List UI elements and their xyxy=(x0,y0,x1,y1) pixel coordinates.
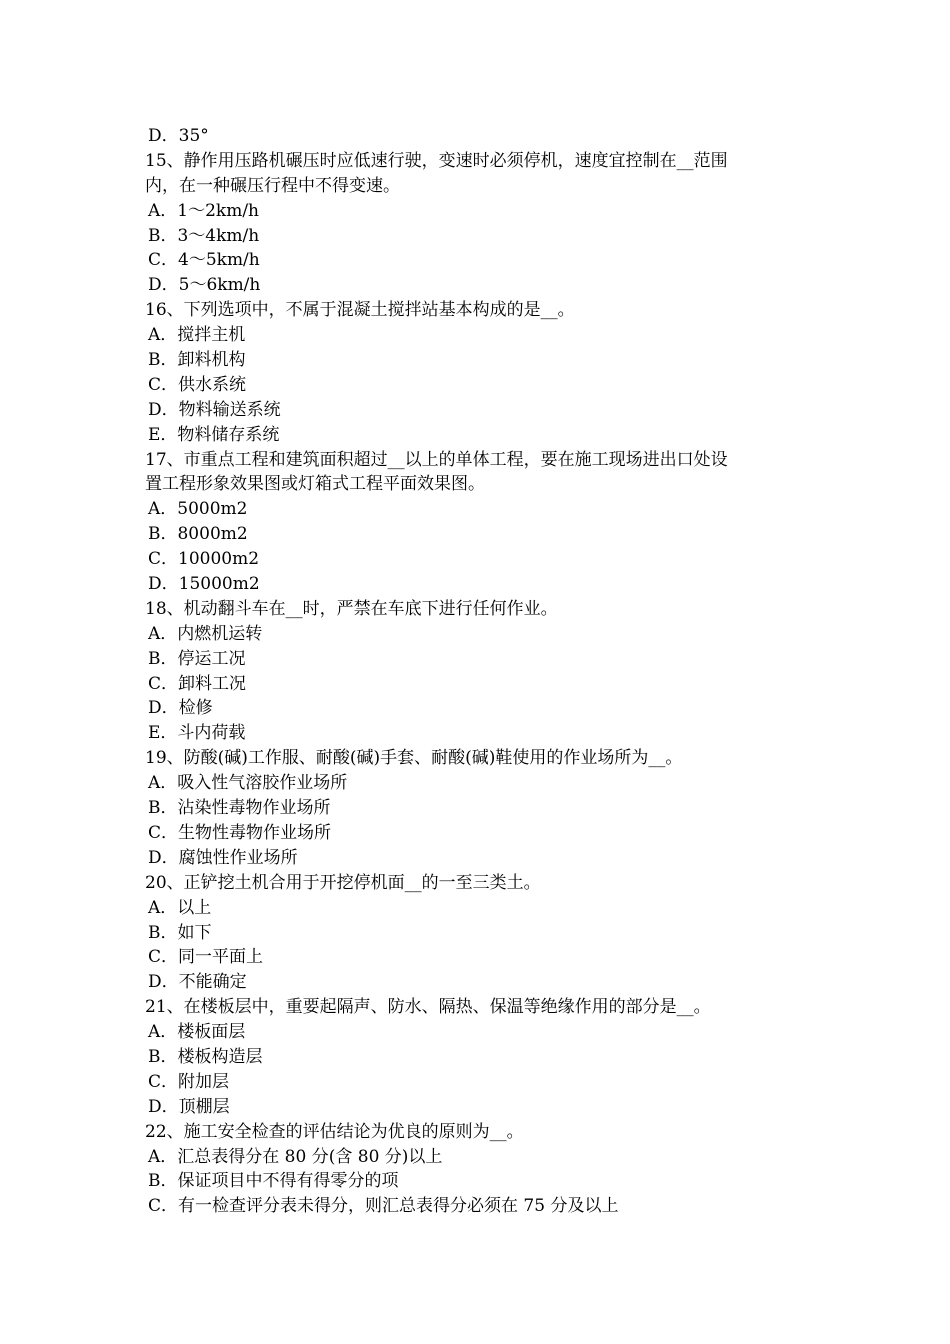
answer-option-line: D．检修 xyxy=(148,698,213,719)
answer-option-line: E．斗内荷载 xyxy=(148,723,246,744)
question-text-line: 20、正铲挖土机合用于开挖停机面__的一至三类土。 xyxy=(145,872,541,893)
question-text-line: 18、机动翻斗车在__时，严禁在车底下进行任何作业。 xyxy=(145,598,558,619)
answer-option-line: D．不能确定 xyxy=(148,972,247,993)
answer-option-line: E．物料储存系统 xyxy=(148,424,280,445)
answer-option-line: D．35° xyxy=(148,126,209,146)
answer-option-line: D．腐蚀性作业场所 xyxy=(148,847,298,868)
answer-option-line: D．顶棚层 xyxy=(148,1096,230,1117)
question-text-line: 置工程形象效果图或灯箱式工程平面效果图。 xyxy=(145,474,485,495)
question-text-line: 19、防酸(碱)工作服、耐酸(碱)手套、耐酸(碱)鞋使用的作业场所为__。 xyxy=(145,748,683,769)
question-text-line: 15、静作用压路机碾压时应低速行驶，变速时必须停机，速度宜控制在__范围 xyxy=(145,150,728,171)
answer-option-line: A．汇总表得分在 80 分(含 80 分)以上 xyxy=(148,1146,443,1167)
answer-option-line: C．供水系统 xyxy=(148,374,247,395)
answer-option-line: D．物料输送系统 xyxy=(148,399,281,420)
answer-option-line: A．1～2km/h xyxy=(148,200,260,221)
question-text-line: 21、在楼板层中，重要起隔声、防水、隔热、保温等绝缘作用的部分是__。 xyxy=(145,997,711,1018)
answer-option-line: B．保证项目中不得有得零分的项 xyxy=(148,1171,399,1192)
question-text-line: 17、市重点工程和建筑面积超过__以上的单体工程，要在施工现场进出口处设 xyxy=(145,449,728,470)
answer-option-line: B．沾染性毒物作业场所 xyxy=(148,798,331,819)
question-text-line: 22、施工安全检查的评估结论为优良的原则为__。 xyxy=(145,1121,524,1142)
answer-option-line: B．3～4km/h xyxy=(148,225,260,246)
answer-option-line: C．4～5km/h xyxy=(148,250,260,271)
answer-option-line: C．同一平面上 xyxy=(148,947,264,968)
document-body xyxy=(145,124,817,1219)
question-text-line: 16、下列选项中，不属于混凝土搅拌站基本构成的是__。 xyxy=(145,300,575,321)
answer-option-line: A．5000m2 xyxy=(148,499,248,520)
answer-option-line: C．附加层 xyxy=(148,1071,230,1092)
answer-option-line: B．楼板构造层 xyxy=(148,1046,263,1067)
answer-option-line: D．5～6km/h xyxy=(148,275,261,296)
answer-option-line: C．10000m2 xyxy=(148,549,260,570)
question-text-line: 内，在一种碾压行程中不得变速。 xyxy=(145,175,400,196)
answer-option-line: A．内燃机运转 xyxy=(148,623,263,644)
answer-option-line: A．楼板面层 xyxy=(148,1022,246,1043)
answer-option-line: B．如下 xyxy=(148,922,212,943)
answer-option-line: D．15000m2 xyxy=(148,574,260,595)
answer-option-line: B．卸料机构 xyxy=(148,350,246,371)
answer-option-line: C．生物性毒物作业场所 xyxy=(148,822,332,843)
answer-option-line: B．8000m2 xyxy=(148,524,248,545)
answer-option-line: C．有一检查评分表未得分，则汇总表得分必须在 75 分及以上 xyxy=(148,1196,619,1217)
answer-option-line: A．吸入性气溶胶作业场所 xyxy=(148,773,348,794)
answer-option-line: A．搅拌主机 xyxy=(148,325,246,346)
answer-option-line: C．卸料工况 xyxy=(148,673,247,694)
answer-option-line: B．停运工况 xyxy=(148,648,246,669)
answer-option-line: A．以上 xyxy=(148,897,212,918)
